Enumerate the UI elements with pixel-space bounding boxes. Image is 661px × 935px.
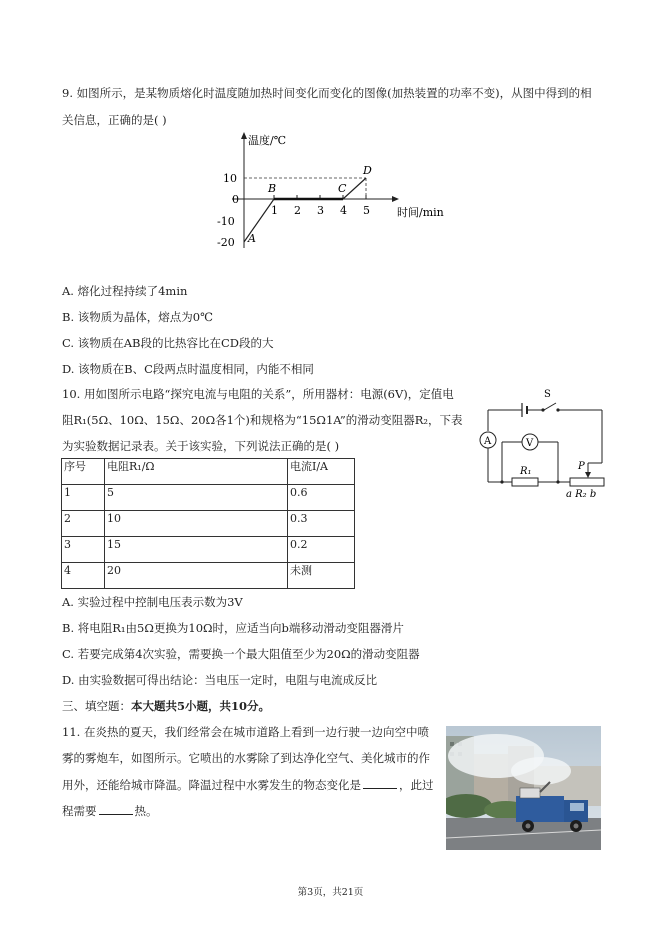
table-row xyxy=(62,537,355,563)
ytick-neg10: -10 xyxy=(217,215,235,228)
table-header-cell: 电阻R₁/Ω xyxy=(105,459,288,485)
table-cell: 未测 xyxy=(288,563,355,589)
q11-line4-end: 热。 xyxy=(134,804,158,818)
answer-blank-1[interactable] xyxy=(363,776,397,789)
q9-option-c: C. 该物质在AB段的比热容比在CD段的大 xyxy=(62,336,274,350)
slider-label: P xyxy=(578,461,585,472)
resistor1-label: R₁ xyxy=(520,466,532,477)
q10-stem-line3: 为实验数据记录表。关于该实验，下列说法正确的是( ) xyxy=(62,439,340,453)
table-cell: 0.6 xyxy=(288,485,355,511)
q10-option-a: A. 实验过程中控制电压表示数为3V xyxy=(62,595,243,609)
table-header-cell: 序号 xyxy=(62,459,105,485)
q9-stem-line2: 关信息，正确的是( ) xyxy=(62,113,167,127)
xtick-1: 1 xyxy=(271,204,278,217)
xtick-4: 4 xyxy=(340,204,347,217)
table-cell: 1 xyxy=(62,485,105,511)
xtick-2: 2 xyxy=(294,204,301,217)
data-record-table xyxy=(61,458,355,589)
section-heading xyxy=(62,698,270,714)
q11-stem-line4 xyxy=(62,802,158,819)
circuit-diagram xyxy=(470,383,620,503)
table-row xyxy=(62,485,355,511)
table-header-cell: 电流I/A xyxy=(288,459,355,485)
table-cell: 20 xyxy=(105,563,288,589)
table-cell: 5 xyxy=(105,485,288,511)
table-cell: 4 xyxy=(62,563,105,589)
q11-stem-line2: 雾的雾炮车，如图所示。它喷出的水雾除了到达净化空气、美化城市的作 xyxy=(62,751,430,765)
q10-option-d: D. 由实验数据可得出结论：当电压一定时，电阻与电流成反比 xyxy=(62,673,378,687)
graph-ylabel: 温度/℃ xyxy=(248,134,287,147)
point-C: C xyxy=(338,182,347,195)
q10-option-c: C. 若要完成第4次实验，需要换一个最大阻值至少为20Ω的滑动变阻器 xyxy=(62,647,420,661)
q10-stem-line1: 10. 用如图所示电路“探究电流与电阻的关系”，所用器材：电源(6V)，定值电 xyxy=(62,387,454,401)
ytick-0: 0 xyxy=(232,193,239,206)
table-row xyxy=(62,563,355,589)
table-cell: 0.3 xyxy=(288,511,355,537)
temperature-time-graph xyxy=(210,130,460,255)
fog-cannon-truck-photo xyxy=(446,726,601,850)
voltmeter-label: V xyxy=(526,438,534,449)
table-header-row xyxy=(62,459,355,485)
table-cell: 10 xyxy=(105,511,288,537)
section-main: 本大题共5小题，共10分。 xyxy=(131,699,271,713)
table-cell: 3 xyxy=(62,537,105,563)
q10-option-b: B. 将电阻R₁由5Ω更换为10Ω时，应适当向b端移动滑动变阻器滑片 xyxy=(62,621,404,635)
table-row xyxy=(62,511,355,537)
point-D: D xyxy=(363,164,372,177)
answer-blank-2[interactable] xyxy=(99,802,133,815)
q10-stem-line2: 阻R₁(5Ω、10Ω、15Ω、20Ω各1个)和规格为“15Ω1A”的滑动变阻器R₂，下表 xyxy=(62,413,463,427)
ytick-10: 10 xyxy=(223,172,237,185)
q9-option-a: A. 熔化过程持续了4min xyxy=(62,284,188,298)
xtick-3: 3 xyxy=(317,204,324,217)
q11-line3-end: ，此过 xyxy=(399,778,434,792)
table-cell: 15 xyxy=(105,537,288,563)
xtick-5: 5 xyxy=(363,204,370,217)
point-B: B xyxy=(268,182,277,195)
q11-line4-text: 程需要 xyxy=(62,804,97,818)
q9-option-d: D. 该物质在B、C段两点时温度相同，内能不相同 xyxy=(62,362,314,376)
q11-stem-line3 xyxy=(62,776,434,793)
graph-curve xyxy=(244,178,366,242)
graph-xlabel: 时间/min xyxy=(397,206,444,219)
q11-line3-text: 用外，还能给城市降温。降温过程中水雾发生的物态变化是 xyxy=(62,778,361,792)
point-A: A xyxy=(248,232,256,245)
table-cell: 0.2 xyxy=(288,537,355,563)
rheostat-label: a R₂ b xyxy=(566,489,597,500)
page-footer: 第3页，共21页 xyxy=(297,887,364,898)
q11-stem-line1: 11. 在炎热的夏天，我们经常会在城市道路上看到一边行驶一边向空中喷 xyxy=(62,725,429,739)
table-cell: 2 xyxy=(62,511,105,537)
q9-option-b: B. 该物质为晶体，熔点为0℃ xyxy=(62,310,213,324)
ytick-neg20: -20 xyxy=(217,236,235,249)
ammeter-label: A xyxy=(484,436,492,447)
switch-label: S xyxy=(544,389,551,400)
section-prefix: 三、填空题： xyxy=(62,699,131,713)
q9-stem-line1: 9. 如图所示，是某物质熔化时温度随加热时间变化而变化的图像(加热装置的功率不变)，从图中得到的相 xyxy=(62,86,592,100)
